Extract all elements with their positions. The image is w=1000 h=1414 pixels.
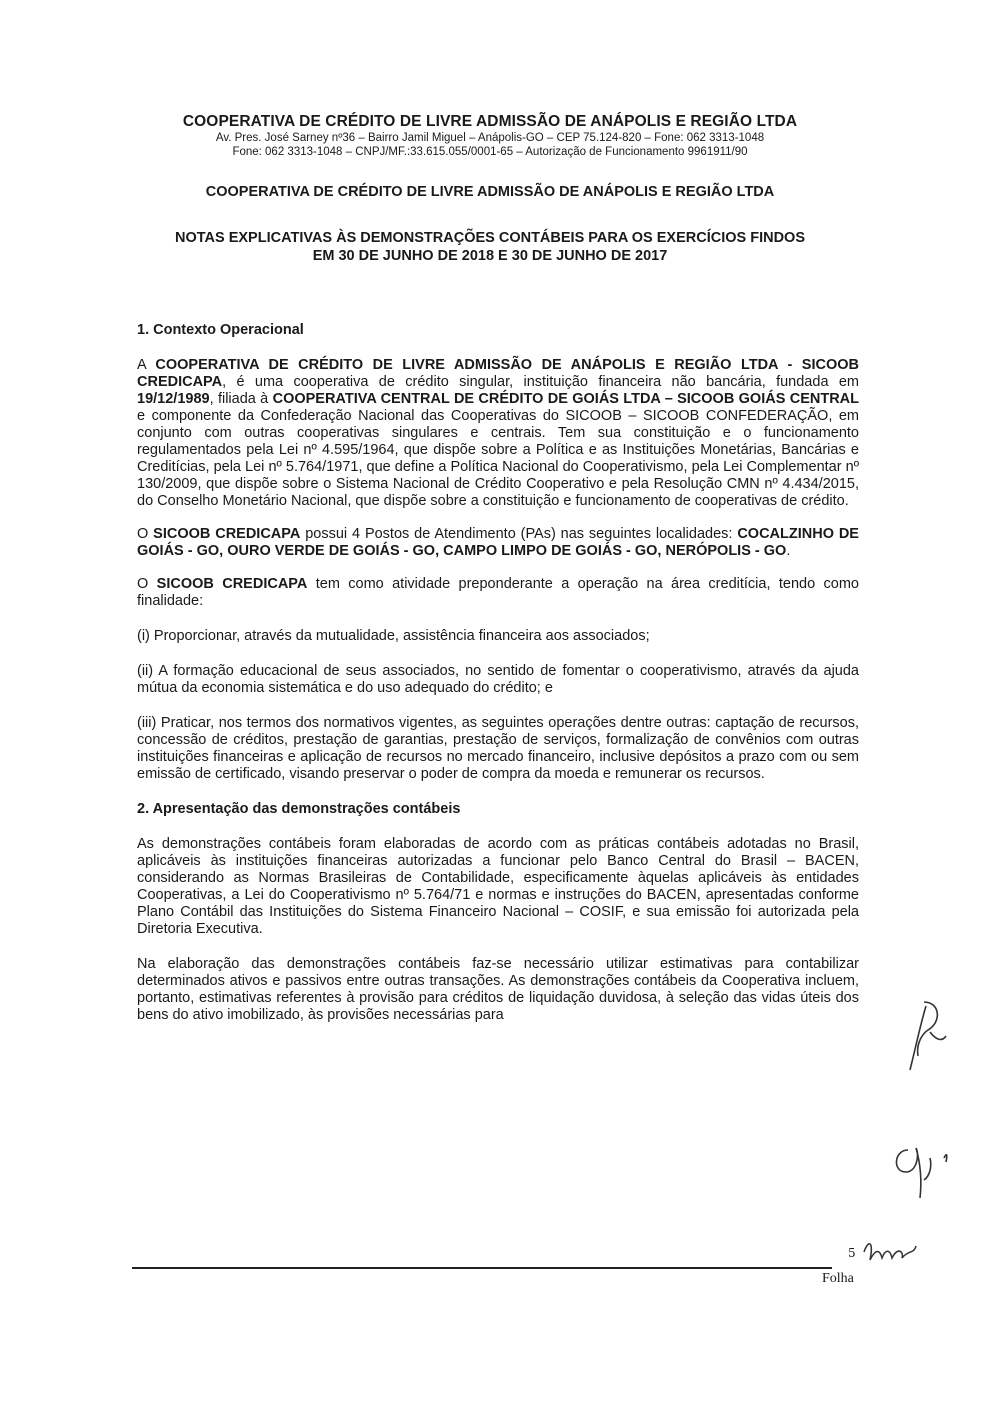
bold-run: SICOOB CREDICAPA	[153, 526, 301, 542]
text-run: tem como atividade preponderante a operação na área creditícia, tendo como finalidade:	[137, 576, 859, 609]
bold-run: COCALZINHO DE GOIÁS - GO, OURO VERDE DE GOIÁS - GO, CAMPO LIMPO DE GOIÁS - GO, NERÓPOLIS - GO	[137, 526, 859, 559]
handwritten-initials-1	[896, 996, 956, 1076]
bold-run: 19/12/1989	[137, 391, 210, 407]
text-run: e componente da Confederação Nacional das Cooperativas do SICOOB – SICOOB CONFEDERAÇÃO, em conjunto com outras cooperativas singulares e centrais. Tem sua constituição e o funcionamento regulamentados pela Lei nº 4.595/1964, que dispõe sobre a Política e as Instituições Monetárias, Bancárias e Creditícias, pela Lei nº 5.764/1971, que define a Política Nacional do Cooperativismo, pela Lei Complementar nº 130/2009, que dispõe sobre o Sistema Nacional de Crédito Cooperativo e pela Resolução CMN nº 4.434/2015, do Conselho Monetário Nacional, que dispõe sobre a constituição e funcionamento de cooperativas de crédito.	[137, 408, 859, 509]
document-body	[137, 322, 859, 1024]
section-1-heading: 1. Contexto Operacional	[137, 322, 304, 338]
section-2-paragraph-1: As demonstrações contábeis foram elaboradas de acordo com as práticas contábeis adotadas no Brasil, aplicáveis às instituições financeiras autorizadas a funcionar pelo Banco Central do Brasil – BACEN, considerando as Normas Brasileiras de Contabilidade, especificamente àquelas aplicáveis às entidades Cooperativas, a Lei do Cooperativismo nº 5.764/71 e normas e instruções do BACEN, apresentadas conforme Plano Contábil das Instituições do Sistema Financeiro Nacional – COSIF, e sua emissão foi autorizada pela Diretoria Executiva.	[137, 836, 859, 937]
section-2-paragraph-2: Na elaboração das demonstrações contábeis faz-se necessário utilizar estimativas para contabilizar determinados ativos e passivos entre outras transações. As demonstrações contábeis da Cooperativa incluem, portanto, estimativas referentes à provisão para créditos de liquidação duvidosa, à seleção das vidas úteis dos bens do ativo imobilizado, às provisões necessárias para	[137, 956, 859, 1023]
handwritten-initials-3	[858, 1232, 928, 1272]
section-1-paragraph-2	[137, 526, 859, 560]
notes-title	[120, 229, 860, 265]
section-1-paragraph-3	[137, 576, 859, 610]
sheet-label: Folha	[822, 1271, 854, 1286]
bold-run: SICOOB CREDICAPA	[156, 576, 308, 592]
page-number: 5	[848, 1246, 856, 1260]
text-run: , é uma cooperativa de crédito singular, instituição financeira não bancária, fundada em	[222, 374, 859, 390]
footer-rule	[132, 1267, 832, 1269]
letterhead-registration: Fone: 062 3313-1048 – CNPJ/MF.:33.615.055/0001-65 – Autorização de Funcionamento 9961911/90	[232, 146, 748, 158]
notes-title-line2: EM 30 DE JUNHO DE 2018 E 30 DE JUNHO DE 2017	[312, 248, 668, 264]
section-1-paragraph-1	[137, 357, 859, 510]
list-item-iii: (iii) Praticar, nos termos dos normativos vigentes, as seguintes operações dentre outras: captação de recursos, concessão de créditos, prestação de garantias, prestação de serviços, formalização de convênios com outras instituições financeiras e aplicação de recursos no mercado financeiro, inclusive depósitos a prazo com ou sem emissão de certificado, visando preservar o poder de compra da moeda e remunerar os recursos.	[137, 715, 859, 782]
letterhead-name: COOPERATIVA DE CRÉDITO DE LIVRE ADMISSÃO DE ANÁPOLIS E REGIÃO LTDA	[182, 113, 798, 130]
letterhead-address: Av. Pres. José Sarney nº36 – Bairro Jamil Miguel – Anápolis-GO – CEP 75.124-820 – Fone: 062 3313-1048	[215, 132, 765, 144]
letterhead	[100, 112, 880, 159]
list-item-i: (i) Proporcionar, através da mutualidade, assistência financeira aos associados;	[137, 628, 650, 644]
section-2-heading: 2. Apresentação das demonstrações contábeis	[137, 801, 461, 817]
document-title: COOPERATIVA DE CRÉDITO DE LIVRE ADMISSÃO DE ANÁPOLIS E REGIÃO LTDA	[205, 184, 775, 200]
list-item-ii: (ii) A formação educacional de seus associados, no sentido de fomentar o cooperativismo, através da ajuda mútua da economia sistemática e do uso adequado do crédito; e	[137, 663, 859, 696]
text-run: O	[137, 576, 157, 592]
text-run: O	[137, 526, 154, 542]
notes-title-line1: NOTAS EXPLICATIVAS ÀS DEMONSTRAÇÕES CONTÁBEIS PARA OS EXERCÍCIOS FINDOS	[175, 230, 805, 246]
text-run: .	[786, 543, 791, 559]
bold-run: COOPERATIVA CENTRAL DE CRÉDITO DE GOIÁS LTDA – SICOOB GOIÁS CENTRAL	[272, 391, 859, 407]
text-run: A	[137, 357, 156, 373]
bold-run: COOPERATIVA DE CRÉDITO DE LIVRE ADMISSÃO DE ANÁPOLIS E REGIÃO LTDA - SICOOB CREDICAPA	[137, 357, 859, 390]
handwritten-initials-2	[886, 1136, 966, 1206]
text-run: possui 4 Postos de Atendimento (PAs) nas seguintes localidades:	[300, 526, 738, 542]
text-run: , filiada à	[209, 391, 273, 407]
